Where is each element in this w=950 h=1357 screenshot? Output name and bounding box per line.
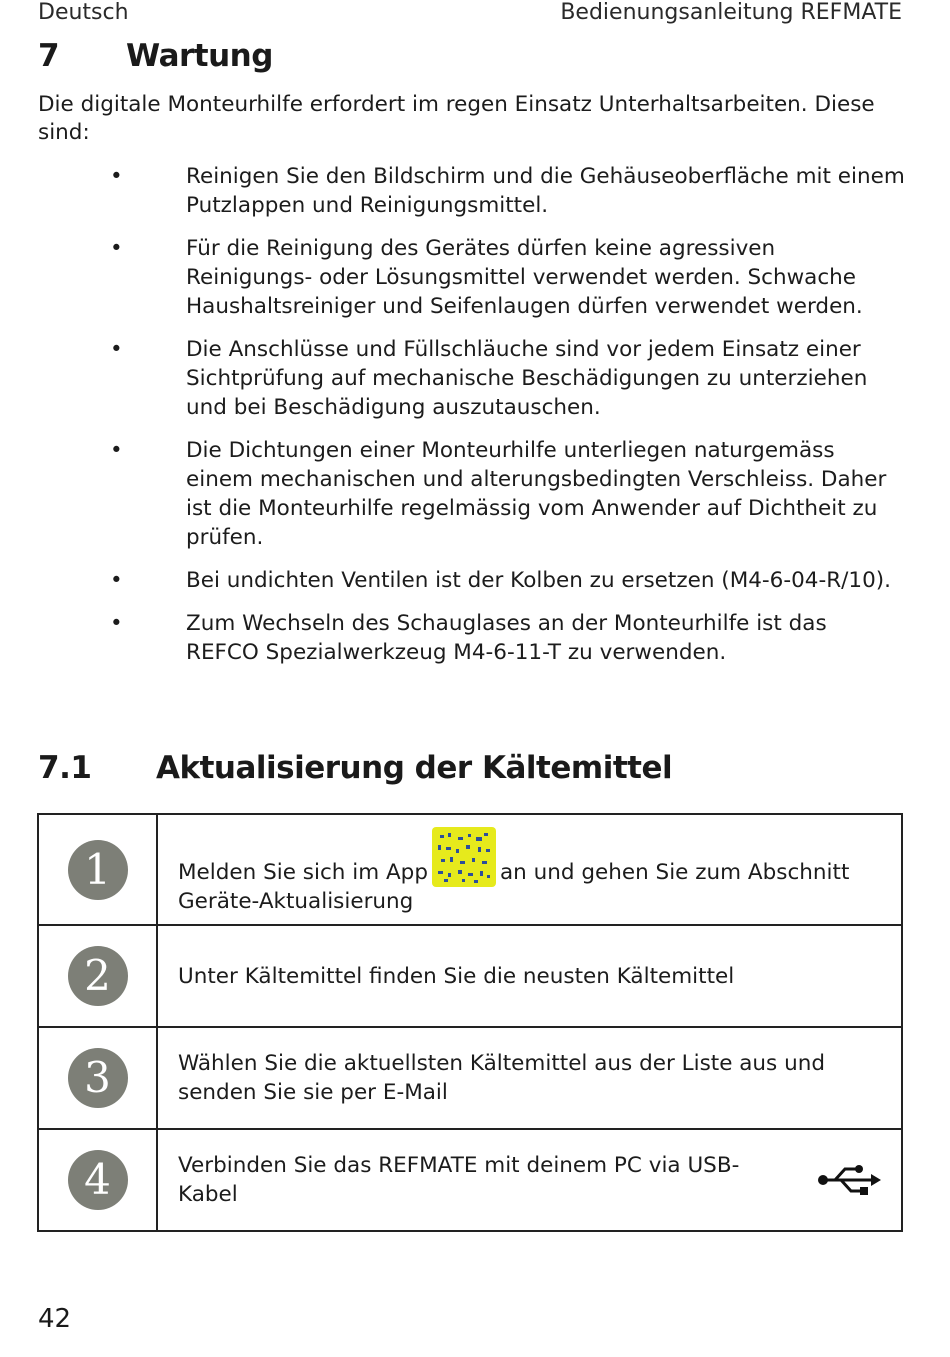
step-text: Verbinden Sie das REFMATE mit deinem PC via USB-Kabel (178, 1153, 740, 1207)
section-7-title: Wartung (126, 38, 273, 74)
list-item-text: Reinigen Sie den Bildschirm und die Gehäuseoberfläche mit einem Putzlappen und Reinigungsmittel. (186, 164, 905, 218)
section-7-1-heading (38, 750, 672, 786)
section-7-intro: Die digitale Monteurhilfe erfordert im regen Einsatz Unterhaltsarbeiten. Diese sind: (38, 92, 875, 145)
step-text-cell (157, 1027, 902, 1129)
table-row (38, 1129, 902, 1231)
step-text: Wählen Sie die aktuellsten Kältemittel aus der Liste aus und senden Sie sie per E-Mail (178, 1051, 825, 1105)
step-text: Unter Kältemittel finden Sie die neusten Kältemittel (178, 963, 735, 989)
list-item (0, 566, 906, 595)
table-row (38, 925, 902, 1027)
header-language: Deutsch (38, 0, 129, 25)
step-number-cell (38, 1129, 157, 1231)
step-number-badge: 3 (68, 1048, 128, 1108)
step-number-cell (38, 1027, 157, 1129)
page-number: 42 (38, 1304, 72, 1334)
list-item (0, 162, 906, 220)
step-number-badge: 4 (68, 1150, 128, 1210)
bullet-icon: • (110, 568, 123, 593)
list-item-text: Die Dichtungen einer Monteurhilfe unterliegen naturgemäss einem mechanischen und alterungsbedingten Verschleiss. Daher ist die Monteurhilfe regelmässig vom Anwender auf Dichtheit zu prüfen. (186, 438, 887, 550)
section-7-heading (38, 38, 273, 74)
section-7-1-number: 7.1 (38, 750, 92, 786)
steps-table (37, 813, 903, 1232)
step-number-cell (38, 925, 157, 1027)
table-row (38, 1027, 902, 1129)
step-text-cell (157, 925, 902, 1027)
usb-icon (817, 1162, 881, 1198)
list-item (0, 436, 906, 552)
list-item-text: Bei undichten Ventilen ist der Kolben zu ersetzen (M4-6-04-R/10). (186, 568, 891, 593)
bullet-icon: • (110, 611, 123, 636)
table-row (38, 814, 902, 925)
header-manual-title: Bedienungsanleitung REFMATE (560, 0, 902, 25)
maintenance-list (0, 162, 950, 681)
step-text-cell (157, 1129, 902, 1231)
list-item-text: Zum Wechseln des Schauglases an der Monteurhilfe ist das REFCO Spezialwerkzeug M4-6-11-T zu verwenden. (186, 611, 827, 665)
bullet-icon: • (110, 236, 123, 261)
step-number-badge: 1 (68, 840, 128, 900)
bullet-icon: • (110, 438, 123, 463)
section-7-1-title: Aktualisierung der Kältemittel (156, 750, 673, 786)
step-number-cell (38, 814, 157, 925)
qr-app-icon (432, 827, 496, 887)
list-item (0, 335, 906, 422)
step-text: an und gehen Sie zum Abschnitt Geräte-Aktualisierung (178, 860, 850, 914)
step-text-cell (157, 814, 902, 925)
bullet-icon: • (110, 337, 123, 362)
list-item (0, 609, 906, 667)
step-text: Melden Sie sich im App (178, 860, 428, 885)
section-7-number: 7 (38, 38, 60, 74)
list-item-text: Für die Reinigung des Gerätes dürfen keine agressiven Reinigungs- oder Lösungsmittel verwendet werden. Schwache Haushaltsreiniger und Seifenlaugen dürfen verwendet werden. (186, 236, 863, 319)
bullet-icon: • (110, 164, 123, 189)
list-item-text: Die Anschlüsse und Füllschläuche sind vor jedem Einsatz einer Sichtprüfung auf mechanische Beschädigungen zu unterziehen und bei Beschädigung auszutauschen. (186, 337, 868, 420)
list-item (0, 234, 906, 321)
step-number-badge: 2 (68, 946, 128, 1006)
